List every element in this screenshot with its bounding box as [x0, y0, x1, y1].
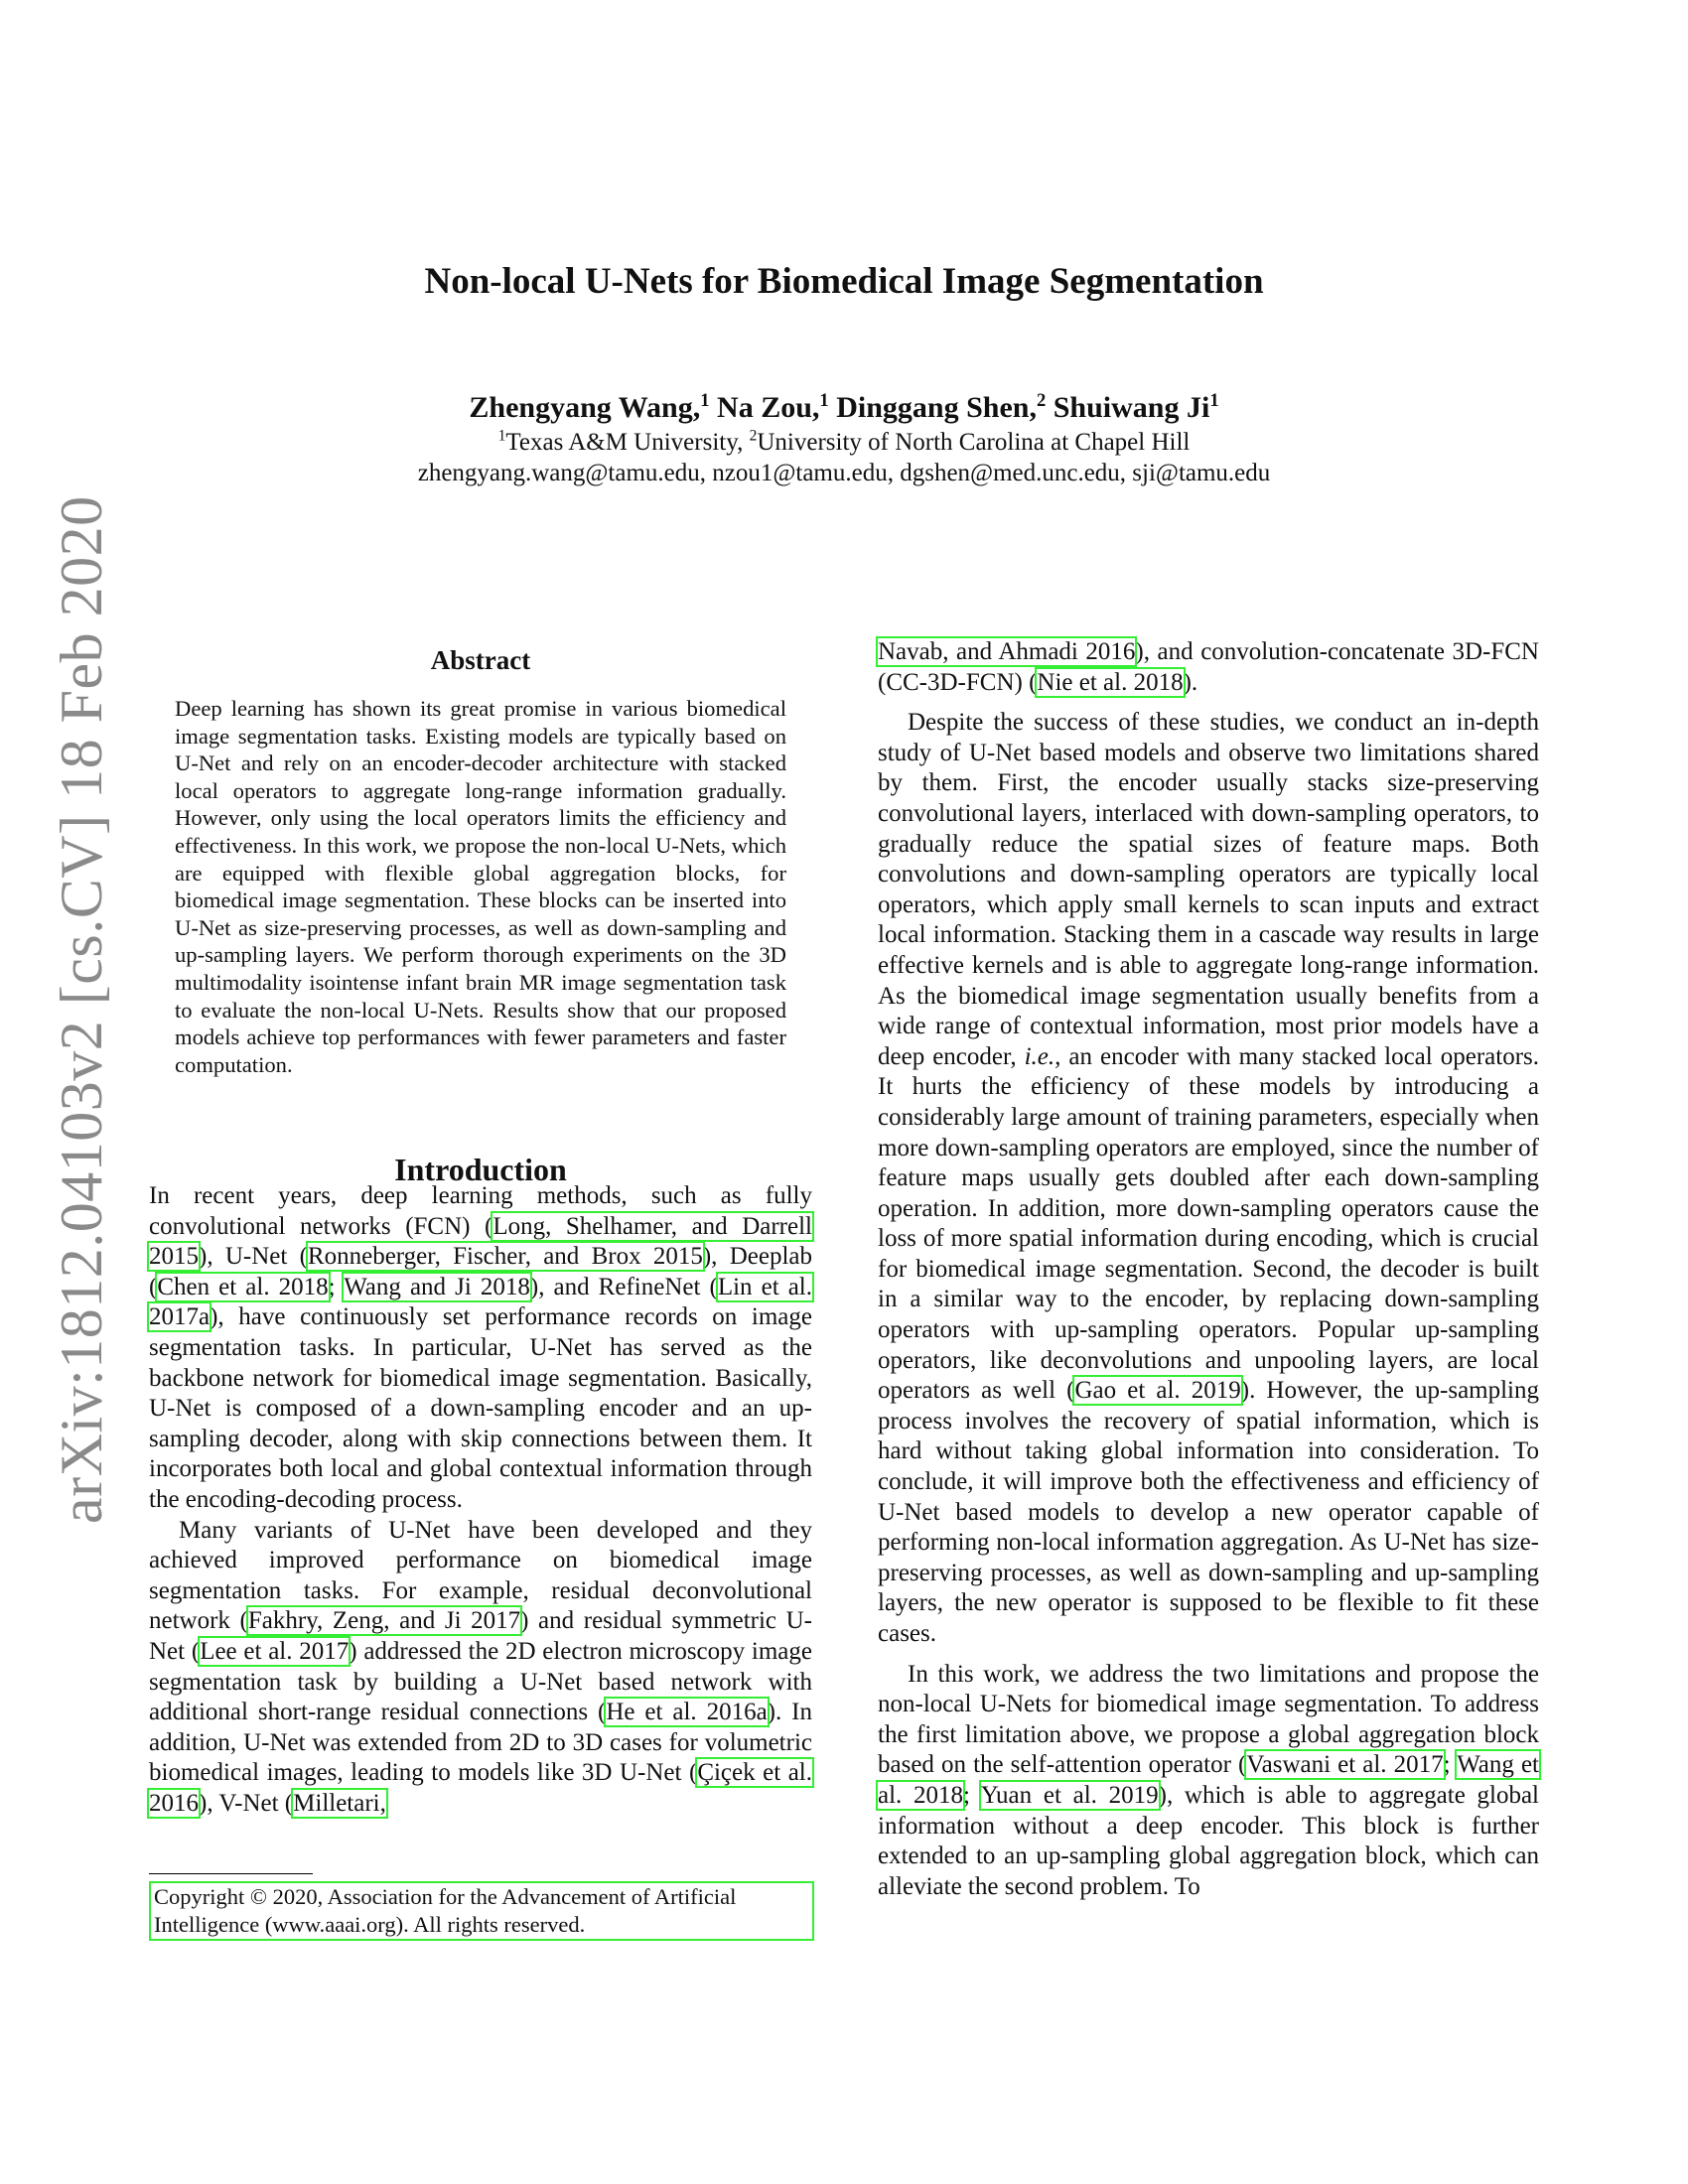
right-column-body	[878, 637, 1539, 1902]
author-emails: zhengyang.wang@tamu.edu, nzou1@tamu.edu, dgshen@med.unc.edu, sji@tamu.edu	[417, 460, 1271, 486]
right-paragraph-2: In this work, we address the two limitations and propose the non-local U-Nets for biomedical image segmentation. To address the first limitation above, we propose a global aggregation block based on the self-attention operator (Vaswani et al. 2017; Wang et al. 2018; Yuan et al. 2019), which is able to aggregate global information without a deep encoder. This block is further extended to an up-sampling global aggregation block, which can alleviate the second problem. To	[878, 1660, 1539, 1900]
citation-link[interactable]: Gao et al. 2019	[1074, 1377, 1241, 1405]
citation-link[interactable]: Yuan et al. 2019	[980, 1781, 1159, 1809]
citation-link[interactable]: Fakhry, Zeng, and Ji 2017	[247, 1607, 521, 1635]
abstract-text: Deep learning has shown its great promise in various biomedical image segmentation tasks. Existing models are typically based on U-Net and rely on an encoder-decoder architecture with stacked local operators to aggregate long-range information gradually. However, only using the local operators limits the efficiency and effectiveness. In this work, we propose the non-local U-Nets, which are equipped with flexible global aggregation blocks, for biomedical image segmentation. These blocks can be inserted into U-Net as size-preserving processes, as well as down-sampling and up-sampling layers. We perform thorough experiments on the 3D multimodality isointense infant brain MR image segmentation task to evaluate the non-local U-Nets. Results show that our proposed models achieve top performances with fewer parameters and faster computation.	[175, 696, 786, 1077]
citation-link[interactable]: Çiçek et al. 2016	[149, 1759, 812, 1817]
author-name: Zhengyang Wang,	[469, 391, 701, 424]
author-name: Dinggang Shen,	[836, 391, 1037, 424]
citation-link[interactable]: Nie et al. 2018	[1037, 668, 1184, 696]
author-list: Zhengyang Wang,$^1$ Na Zou,$^1$ Dinggang Shen,$^2$ Shuiwang Ji$^1$	[469, 390, 1219, 424]
right-paragraph-0: Navab, and Ahmadi 2016), and convolution-concatenate 3D-FCN (CC-3D-FCN) (Nie et al. 2018).	[878, 638, 1539, 696]
intro-paragraph-1: In recent years, deep learning methods, such as fully convolutional networks (FCN) (Long, Shelhamer, and Darrell 2015), U-Net (Ronneberger, Fischer, and Brox 2015), Deeplab (Chen et al. 2018; Wang and Ji 2018), and RefineNet (Lin et al. 2017a), have continuously set performance records on image segmentation tasks. In particular, U-Net has served as the backbone network for biomedical image segmentation. Basically, U-Net is composed of a down-sampling encoder and an up-sampling decoder, along with skip connections between them. It incorporates both local and global contextual information through the encoding-decoding process.	[149, 1182, 812, 1513]
affiliations: $^1$Texas A&M University, $^2$University of North Carolina at Chapel Hill	[497, 427, 1191, 456]
author-name: Na Zou,	[717, 391, 820, 424]
citation-link[interactable]: Wang et al. 2018	[878, 1751, 1539, 1809]
citation-link[interactable]: Long, Shelhamer, and Darrell 2015	[149, 1212, 812, 1271]
citation-link[interactable]: Lee et al. 2017	[200, 1637, 350, 1665]
citation-link[interactable]: Navab, and Ahmadi 2016	[878, 638, 1136, 665]
citation-link[interactable]: Vaswani et al. 2017	[1246, 1751, 1444, 1779]
paper-title: Non-local U-Nets for Biomedical Image Segmentation	[424, 261, 1264, 302]
citation-link[interactable]: Wang and Ji 2018	[344, 1273, 530, 1300]
citation-link[interactable]: He et al. 2016a	[606, 1699, 768, 1726]
footnote-rule	[149, 1873, 313, 1874]
intro-paragraph-2: Many variants of U-Net have been developed and they achieved improved performance on biomedical image segmentation tasks. For example, residual deconvolutional network (Fakhry, Zeng, and Ji 2017) and residual symmetric U-Net (Lee et al. 2017) addressed the 2D electron microscopy image segmentation task by building a U-Net based network with additional short-range residual connections (He et al. 2016a). In addition, U-Net was extended from 2D to 3D cases for volumetric biomedical images, leading to models like 3D U-Net (Çiçek et al. 2016), V-Net (Milletari,	[149, 1516, 813, 1817]
arxiv-stamp: arXiv:1812.04103v2 [cs.CV] 18 Feb 2020	[49, 495, 114, 1524]
author-name: Shuiwang Ji	[1053, 391, 1210, 424]
right-paragraph-1: Despite the success of these studies, we conduct an in-depth study of U-Net based models and observe two limitations shared by them. First, the encoder usually stacks size-preserving convolutional layers, interlaced with down-sampling operators, to gradually reduce the spatial sizes of feature maps. Both convolutions and down-sampling operators are typically local operators, which apply small kernels to scan inputs and extract local information. Stacking them in a cascade way results in large effective kernels and is able to aggregate long-range information. As the biomedical image segmentation usually benefits from a wide range of contextual information, most prior models have a deep encoder, i.e., an encoder with many stacked local operators. It hurts the efficiency of these models by introducing a considerably large amount of training parameters, especially when more down-sampling operators are employed, since the number of feature maps usually gets doubled after each down-sampling operation. In addition, more down-sampling operators cause the loss of more spatial information during encoding, which is crucial for biomedical image segmentation. Second, the decoder is built in a similar way to the encoder, by replacing down-sampling operators with up-sampling operators. Popular up-sampling operators, like deconvolutions and unpooling layers, are local operators as well (Gao et al. 2019). However, the up-sampling process involves the recovery of spatial information, which is hard without taking global information into consideration. To conclude, it will improve both the effectiveness and efficiency of U-Net based models to develop a new operator capable of performing non-local information aggregation. As U-Net has size-preserving processes, as well as down-sampling and up-sampling layers, the new operator is supposed to be flexible to fit these cases.	[878, 709, 1540, 1647]
introduction-heading: Introduction	[394, 1152, 567, 1187]
abstract-heading: Abstract	[430, 645, 531, 675]
copyright-footnote[interactable]: Copyright © 2020, Association for the Advancement of Artificial Intelligence (www.aaai.org). All rights reserved.	[149, 1881, 814, 1941]
left-column-body	[149, 1181, 812, 1819]
citation-link[interactable]: Ronneberger, Fischer, and Brox 2015	[307, 1243, 703, 1271]
citation-link[interactable]: Chen et al. 2018	[157, 1273, 329, 1300]
citation-link[interactable]: Lin et al. 2017a	[149, 1273, 812, 1331]
citation-link[interactable]: Milletari,	[293, 1789, 386, 1817]
